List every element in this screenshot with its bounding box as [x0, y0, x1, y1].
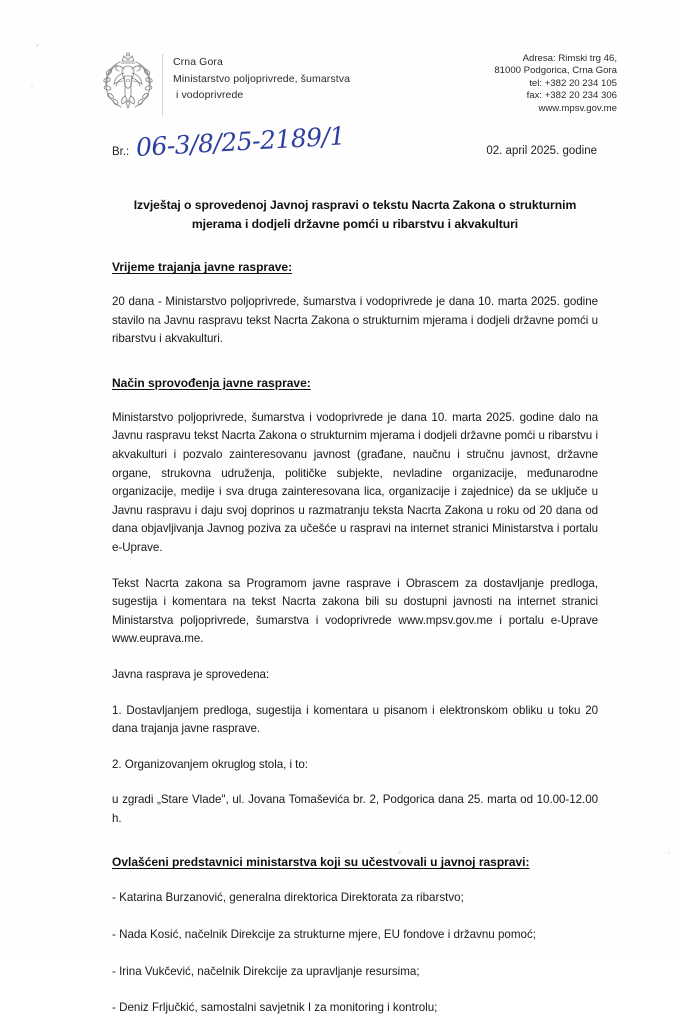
roundtable-details: u zgradi „Stare Vlade", ul. Jovana Tomaševića br. 2, Podgorica dana 25. marta od 10.00-12.00 h. — [112, 793, 598, 825]
numbered-item-1: 1. Dostavljanjem predloga, sugestija i komentara u pisanom i elektronskom obliku u toku 20 dana trajanja javne rasprave. — [112, 703, 598, 736]
page-title: Izvještaj o sprovedenoj Javnoj raspravi o tekstu Nacrta Zakona o strukturnim mjerama i dodjeli državne pomći u ribarstvu i akvakulturi — [133, 198, 577, 231]
document-date: 02. april 2025. godine — [486, 145, 597, 157]
section-paragraph: 20 dana - Ministarstvo poljoprivrede, šumarstva i vodoprivrede je dana 10. marta 2025. godine stavilo na Javnu raspravu tekst Nacrta Zakona o strukturnim mjerama i dodjeli državne pomći u ribarstvu i akvakulturi. — [112, 295, 598, 346]
reference-row — [112, 121, 597, 168]
section-heading-duration: Vrijeme trajanja javne rasprave: — [112, 260, 293, 274]
reference-label: Br.: — [112, 146, 130, 158]
ministry-line-1: Ministarstvo poljoprivrede, šumarstva — [173, 72, 351, 85]
section-paragraph-intro: Javna rasprava je sprovedena: — [112, 667, 270, 681]
list-item: - Irina Vukčević, načelnik Direkcije za upravljanje resursima; — [112, 964, 420, 978]
document-body — [112, 196, 598, 1018]
ministry-line-2: i vodoprivrede — [176, 89, 244, 101]
list-item: - Nada Kosić, načelnik Direkcije za strukturne mjere, EU fondove i državnu pomoć; — [112, 928, 536, 942]
montenegro-coat-of-arms-icon — [100, 52, 156, 114]
ministry-name-block — [173, 54, 350, 104]
address-fax: fax: +382 20 234 306 — [526, 90, 617, 102]
address-city: 81000 Podgorica, Crna Gora — [494, 65, 617, 77]
country-name: Crna Gora — [173, 56, 223, 68]
scan-speck — [36, 44, 39, 47]
section-heading-participants: Ovlašćeni predstavnici ministarstva koji su učestvovali u javnoj raspravi: — [112, 855, 530, 870]
address-website[interactable]: www.mpsv.gov.me — [538, 102, 617, 114]
list-item: - Katarina Burzanović, generalna direktorica Direktorata za ribarstvo; — [112, 891, 464, 905]
section-heading-method: Način sprovođenja javne rasprave: — [112, 375, 311, 390]
address-tel: tel: +382 20 234 105 — [529, 77, 617, 89]
address-block — [494, 53, 617, 115]
letterhead-divider — [162, 54, 163, 116]
section-paragraph: Ministarstvo poljoprivrede, šumarstva i vodoprivrede je dana 10. marta 2025. godine dalo na Javnu raspravu tekst Nacrta Zakona o strukturnim mjerama i dodjeli državne pomći u ribarstvu i akvakulturi i pozvalo zainteresovanu javnost (građane, naučnu i stručnu javnost, državne organe, strukovna udruženja, političke subjekte, nevladine organizacije, međunarodne organizacije, medije i sva druga zainteresovana lica, organizacije i zajednice) da se uključe u Javnu raspravu i daju svoj doprinos u razmatranju teksta Nacrta Zakona u roku od 20 dana od dana objavljivanja Javnog poziva za učešće u raspravi na internet stranici Ministarstva i portalu e-Uprave. — [112, 410, 598, 554]
list-item: - Deniz Frljučkić, samostalni savjetnik I za monitoring i kontrolu; — [112, 1001, 438, 1015]
scan-speck — [31, 85, 33, 87]
address-street: Adresa: Rimski trg 46, — [522, 53, 617, 64]
numbered-item-2: 2. Organizovanjem okruglog stola, i to: — [112, 757, 308, 771]
reference-number-handwritten: 06-3/8/25-2189/1 — [135, 121, 346, 162]
letterhead — [100, 52, 617, 132]
section-paragraph: Tekst Nacrta zakona sa Programom javne rasprave i Obrascem za dostavljanje predloga, sugestija i komentara na tekst Nacrta zakona bili su dostupni javnosti na internet stranici Ministarstva poljoprivrede, šumarstva i vodoprivrede www.mpsv.gov.me i portalu e-Uprave www.euprava.me. — [112, 576, 598, 646]
scan-speck — [668, 852, 670, 854]
